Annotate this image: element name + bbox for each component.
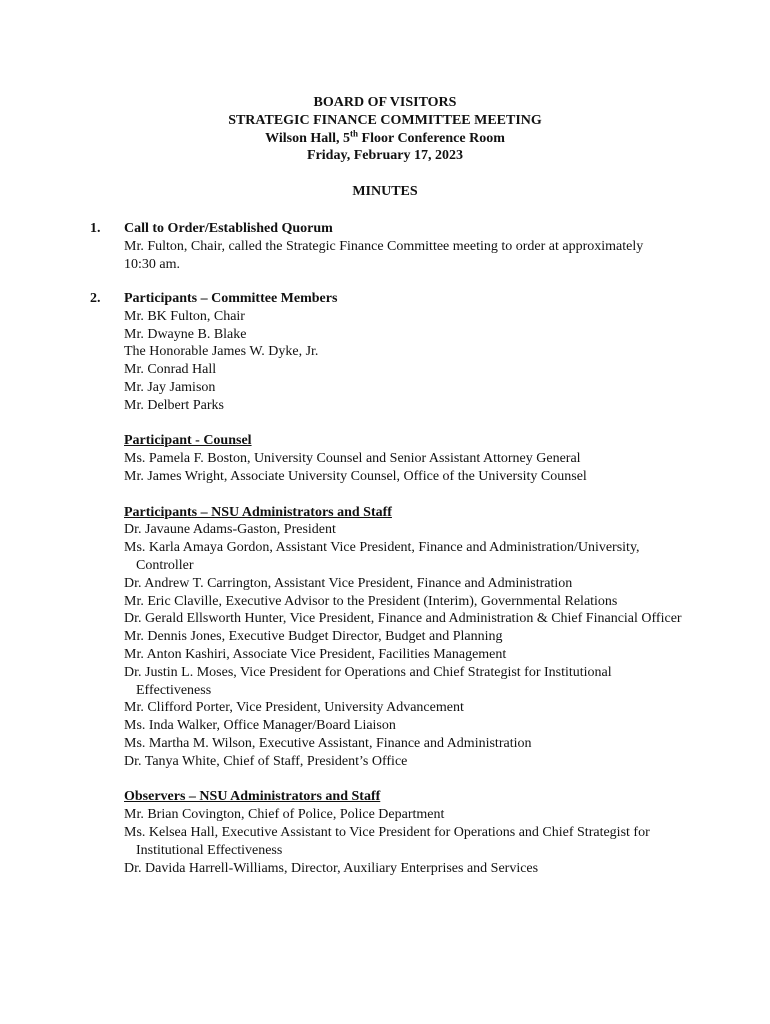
observer-member: Dr. Davida Harrell-Williams, Director, Auxiliary Enterprises and Services — [124, 860, 539, 876]
staff-member: Mr. Eric Claville, Executive Advisor to the President (Interim), Governmental Relations — [124, 593, 618, 609]
staff-member: Mr. Anton Kashiri, Associate Vice President, Facilities Management — [124, 646, 507, 662]
header-line-committee: STRATEGIC FINANCE COMMITTEE MEETING — [228, 112, 542, 128]
staff-member: Dr. Gerald Ellsworth Hunter, Vice President, Finance and Administration & Chief Financial Officer — [124, 611, 682, 627]
header-line-board: BOARD OF VISITORS — [313, 95, 457, 110]
location-suffix: Floor Conference Room — [358, 130, 505, 146]
section-heading: Call to Order/Established Quorum — [124, 221, 333, 236]
counsel-heading: Participant - Counsel — [124, 433, 252, 449]
staff-member: Dr. Tanya White, Chief of Staff, President’s Office — [124, 753, 408, 769]
minutes-title: MINUTES — [352, 184, 418, 199]
spacer — [124, 415, 689, 433]
staff-member: Mr. Dennis Jones, Executive Budget Director, Budget and Planning — [124, 629, 503, 645]
counsel-member: Mr. James Wright, Associate University Counsel, Office of the University Counsel — [124, 468, 587, 484]
section-body-line: 10:30 am. — [124, 256, 180, 272]
committee-member: Mr. Dwayne B. Blake — [124, 326, 247, 342]
location-ordinal: th — [350, 127, 359, 138]
staff-heading: Participants – NSU Administrators and Staff — [124, 504, 392, 520]
section-number: 2. — [90, 291, 101, 306]
section-participants — [90, 290, 689, 877]
header-line-location — [0, 127, 770, 148]
staff-member: Ms. Karla Amaya Gordon, Assistant Vice President, Finance and Administration/University, Controller — [124, 540, 640, 573]
committee-member: Mr. Delbert Parks — [124, 397, 224, 413]
staff-member: Ms. Inda Walker, Office Manager/Board Liaison — [124, 718, 396, 734]
section-call-to-order — [90, 220, 689, 273]
committee-member: Mr. BK Fulton, Chair — [124, 308, 245, 324]
spacer — [124, 771, 689, 789]
staff-member: Dr. Andrew T. Carrington, Assistant Vice President, Finance and Administration — [124, 575, 573, 591]
header-line-date: Friday, February 17, 2023 — [307, 148, 463, 164]
section-body-line: Mr. Fulton, Chair, called the Strategic Finance Committee meeting to order at approximately — [124, 238, 644, 254]
staff-member: Ms. Martha M. Wilson, Executive Assistant, Finance and Administration — [124, 735, 532, 751]
observers-heading: Observers – NSU Administrators and Staff — [124, 789, 381, 805]
counsel-member: Ms. Pamela F. Boston, University Counsel and Senior Assistant Attorney General — [124, 451, 581, 467]
location-prefix: Wilson Hall, 5 — [265, 130, 351, 146]
document-header — [0, 94, 770, 165]
section-heading: Participants – Committee Members — [124, 291, 338, 306]
observer-member: Mr. Brian Covington, Chief of Police, Police Department — [124, 807, 445, 823]
section-number: 1. — [90, 221, 101, 236]
committee-member: Mr. Jay Jamison — [124, 379, 216, 395]
staff-member: Mr. Clifford Porter, Vice President, University Advancement — [124, 700, 464, 716]
staff-member: Dr. Javaune Adams-Gaston, President — [124, 522, 336, 538]
spacer — [124, 486, 689, 504]
observer-member: Ms. Kelsea Hall, Executive Assistant to Vice President for Operations and Chief Strategist for Institutional Effectiveness — [124, 824, 650, 858]
committee-member: The Honorable James W. Dyke, Jr. — [124, 344, 319, 360]
committee-member: Mr. Conrad Hall — [124, 362, 217, 378]
staff-member: Dr. Justin L. Moses, Vice President for Operations and Chief Strategist for Institutional Effectiveness — [124, 664, 612, 698]
